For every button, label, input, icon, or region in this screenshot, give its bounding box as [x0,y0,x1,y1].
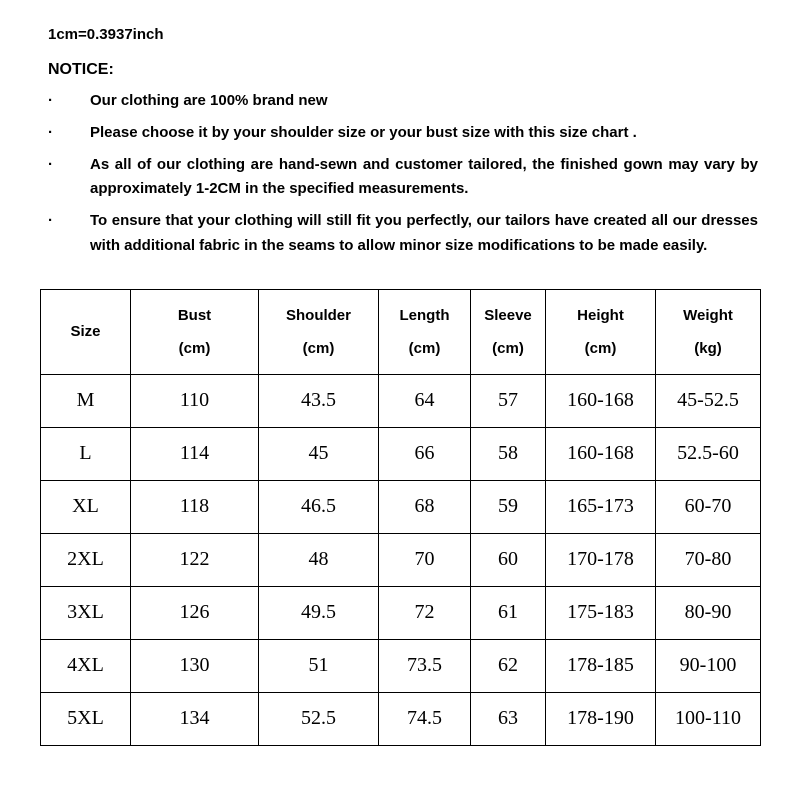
column-label: Sleeve [484,306,532,324]
notice-item [40,121,760,146]
cell-sleeve: 57 [471,374,546,427]
cell-height: 175-183 [546,586,656,639]
cell-size: L [41,427,131,480]
table-row [41,427,761,480]
cell-sleeve: 61 [471,586,546,639]
table-row [41,374,761,427]
column-header-sleeve [471,289,546,374]
bullet-icon: · [48,155,53,173]
cell-size: 5XL [41,692,131,745]
cell-height: 165-173 [546,480,656,533]
column-header-weight [656,289,761,374]
column-unit: (kg) [694,339,722,357]
cell-length: 74.5 [379,692,471,745]
column-header-height [546,289,656,374]
cell-length: 72 [379,586,471,639]
column-label: Length [399,306,450,324]
notice-item [40,209,760,259]
cell-shoulder: 45 [259,427,379,480]
notice-item-text: To ensure that your clothing will still fit you perfectly, our tailors have created all our dresses with additional fabric in the seams to allow minor size modifications to be made easily. [90,212,758,254]
cell-height: 178-190 [546,692,656,745]
cell-weight: 60-70 [656,480,761,533]
cell-sleeve: 62 [471,639,546,692]
cell-height: 178-185 [546,639,656,692]
cell-size: 2XL [41,533,131,586]
cell-length: 73.5 [379,639,471,692]
table-row [41,586,761,639]
cell-length: 64 [379,374,471,427]
bullet-icon: · [48,212,53,229]
cell-height: 160-168 [546,427,656,480]
bullet-icon: · [48,92,53,109]
size-chart-table [40,289,761,746]
cell-length: 70 [379,533,471,586]
column-label: Bust [177,306,212,324]
column-header-size [41,289,131,374]
column-unit: (cm) [492,339,524,357]
cell-bust: 122 [131,533,259,586]
column-unit: (cm) [178,339,211,357]
cell-shoulder: 52.5 [259,692,379,745]
cell-shoulder: 49.5 [259,586,379,639]
column-header-bust [131,289,259,374]
notice-item-text: As all of our clothing are hand-sewn and customer tailored, the finished gown may vary by approximately 1-2CM in the specified measurements. [90,155,758,198]
cell-height: 170-178 [546,533,656,586]
cell-size: 3XL [41,586,131,639]
cell-bust: 134 [131,692,259,745]
table-row [41,533,761,586]
column-header-length [379,289,471,374]
table-row [41,639,761,692]
bullet-icon: · [48,123,53,141]
cell-bust: 118 [131,480,259,533]
cell-size: M [41,374,131,427]
cell-shoulder: 43.5 [259,374,379,427]
notice-list [40,89,760,259]
unit-conversion-note: 1cm=0.3937inch [48,26,164,43]
column-label: Weight [683,306,733,324]
cell-length: 68 [379,480,471,533]
cell-bust: 114 [131,427,259,480]
column-label: Shoulder [285,306,351,324]
cell-weight: 100-110 [656,692,761,745]
cell-size: XL [41,480,131,533]
cell-weight: 90-100 [656,639,761,692]
notice-item [40,153,760,203]
table-row [41,692,761,745]
cell-weight: 80-90 [656,586,761,639]
table-header [41,289,761,374]
cell-weight: 45-52.5 [656,374,761,427]
cell-size: 4XL [41,639,131,692]
cell-height: 160-168 [546,374,656,427]
header-row [41,289,761,374]
cell-shoulder: 46.5 [259,480,379,533]
cell-bust: 126 [131,586,259,639]
cell-sleeve: 59 [471,480,546,533]
cell-shoulder: 51 [259,639,379,692]
column-header-shoulder [259,289,379,374]
cell-sleeve: 58 [471,427,546,480]
column-unit: (cm) [408,339,441,357]
cell-sleeve: 60 [471,533,546,586]
column-label: Height [577,306,624,324]
cell-weight: 70-80 [656,533,761,586]
notice-item-text: Our clothing are 100% brand new [90,92,328,109]
cell-bust: 130 [131,639,259,692]
cell-sleeve: 63 [471,692,546,745]
table-body [41,374,761,745]
cell-shoulder: 48 [259,533,379,586]
notice-item [40,89,760,114]
notice-heading: NOTICE: [48,61,114,78]
cell-weight: 52.5-60 [656,427,761,480]
cell-length: 66 [379,427,471,480]
column-unit: (cm) [302,339,335,357]
table-row [41,480,761,533]
notice-item-text: Please choose it by your shoulder size or your bust size with this size chart . [90,123,637,141]
cell-bust: 110 [131,374,259,427]
column-label: Size [70,323,101,340]
column-unit: (cm) [584,339,617,357]
